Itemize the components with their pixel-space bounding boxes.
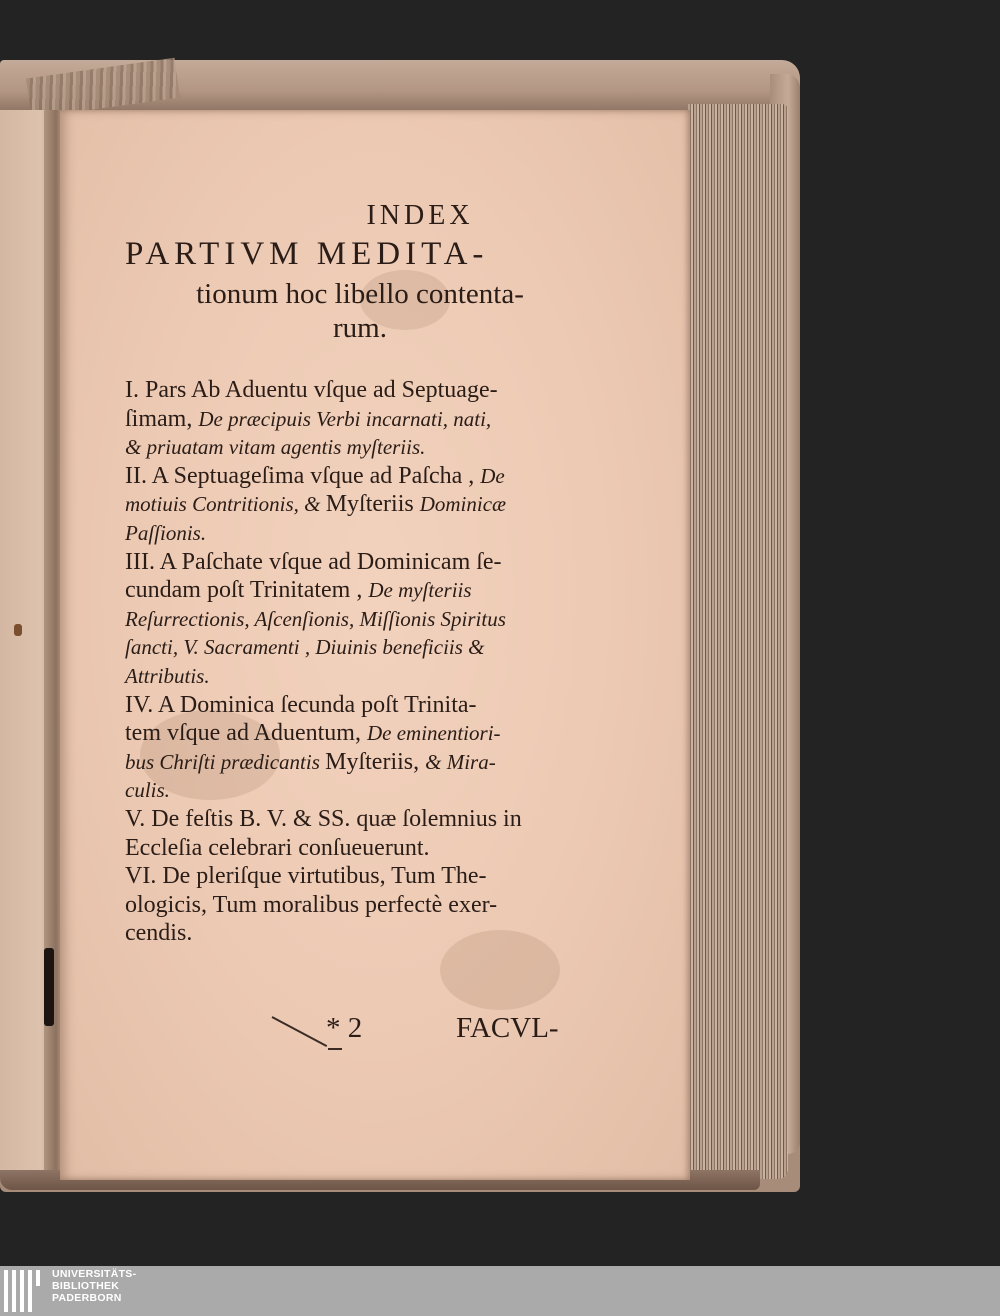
heading-subtitle: tionum hoc libello contenta- [196, 278, 524, 310]
library-name [52, 1268, 136, 1304]
index-line-roman: II. A Septuageſima vſque ad Paſcha , [125, 462, 481, 489]
index-line-roman: V. De feſtis B. V. & SS. quæ ſolemnius in [125, 806, 522, 832]
index-line-roman: VI. De pleriſque virtutibus, Tum The- [125, 863, 487, 890]
index-line [125, 748, 585, 776]
heading-subtitle-end: rum. [333, 312, 387, 344]
index-line-roman: ſimam, [125, 405, 199, 432]
index-line [125, 805, 585, 833]
catchword: FACVL- [456, 1012, 559, 1044]
index-line-roman: I. Pars Ab Aduentu vſque ad Septuage- [125, 377, 498, 403]
worm-hole [44, 948, 54, 1026]
index-line [125, 576, 585, 604]
index-line-italic: Paſſionis. [125, 521, 207, 545]
index-line [125, 891, 585, 919]
pencil-mark [328, 1048, 342, 1050]
footer-banner [0, 1266, 1000, 1316]
library-logo-icon [4, 1270, 46, 1312]
index-line-italic: & priuatam vitam agentis myſteriis. [125, 435, 426, 460]
index-line [125, 776, 585, 804]
library-name-line1: UNIVERSITÄTS- [52, 1268, 137, 1280]
index-line-italic: & Mira- [425, 749, 496, 774]
index-line-italic: culis. [125, 778, 170, 803]
index-line [125, 490, 585, 518]
index-line [125, 462, 585, 490]
index-line [125, 405, 585, 433]
index-line [125, 519, 585, 547]
index-line-roman: cundam poſt Trinitatem , [125, 577, 369, 604]
index-line-roman: Myſteriis [325, 491, 420, 518]
index-line-roman: ologicis, Tum moralibus perfectè exer- [125, 891, 498, 918]
index-line-italic: De myſteriis [368, 578, 472, 603]
index-line-roman: cendis. [125, 920, 193, 947]
index-line [125, 719, 585, 747]
index-line-roman: III. A Paſchate vſque ad Dominicam ſe- [125, 548, 502, 575]
index-line-italic: De [480, 463, 505, 488]
index-line-italic: De eminentiori- [366, 721, 501, 746]
heading-title: PARTIVM MEDITA- [125, 236, 489, 272]
index-line [125, 919, 585, 947]
index-line [125, 691, 585, 719]
index-line-italic: De præcipuis Verbi incarnati, nati, [198, 406, 492, 431]
page-block-edges [688, 104, 788, 1179]
signature-mark: * 2 [326, 1012, 363, 1044]
index-line-roman: Eccleſia celebrari conſueuerunt. [125, 834, 430, 861]
index-line [125, 605, 585, 633]
index-line [125, 376, 585, 404]
index-line-roman: tem vſque ad Aduentum, [125, 720, 367, 747]
index-line-italic: motiuis Contritionis, & [125, 492, 326, 517]
index-line [125, 633, 585, 661]
index-line-roman: IV. A Dominica ſecunda poſt Trinita- [125, 691, 477, 718]
paper-spot [14, 624, 22, 636]
library-name-line2: BIBLIOTHEK [52, 1280, 120, 1292]
heading-index: INDEX [366, 200, 474, 231]
index-line-italic: Attributis. [125, 664, 210, 688]
index-line [125, 834, 585, 862]
library-name-line3: PADERBORN [52, 1292, 122, 1304]
index-line [125, 862, 585, 890]
index-line-roman: Myſteriis, [325, 748, 426, 775]
index-line [125, 662, 585, 690]
index-line-italic: Dominicæ [419, 492, 507, 517]
index-line [125, 548, 585, 576]
index-line-italic: ſancti, V. Sacramenti , Diuinis beneficiis & [125, 635, 485, 660]
index-line-italic: bus Chriſti prædicantis [125, 749, 326, 774]
index-line [125, 433, 585, 461]
index-line-italic: Reſurrectionis, Aſcenſionis, Miſſionis Spiritus [125, 606, 506, 631]
